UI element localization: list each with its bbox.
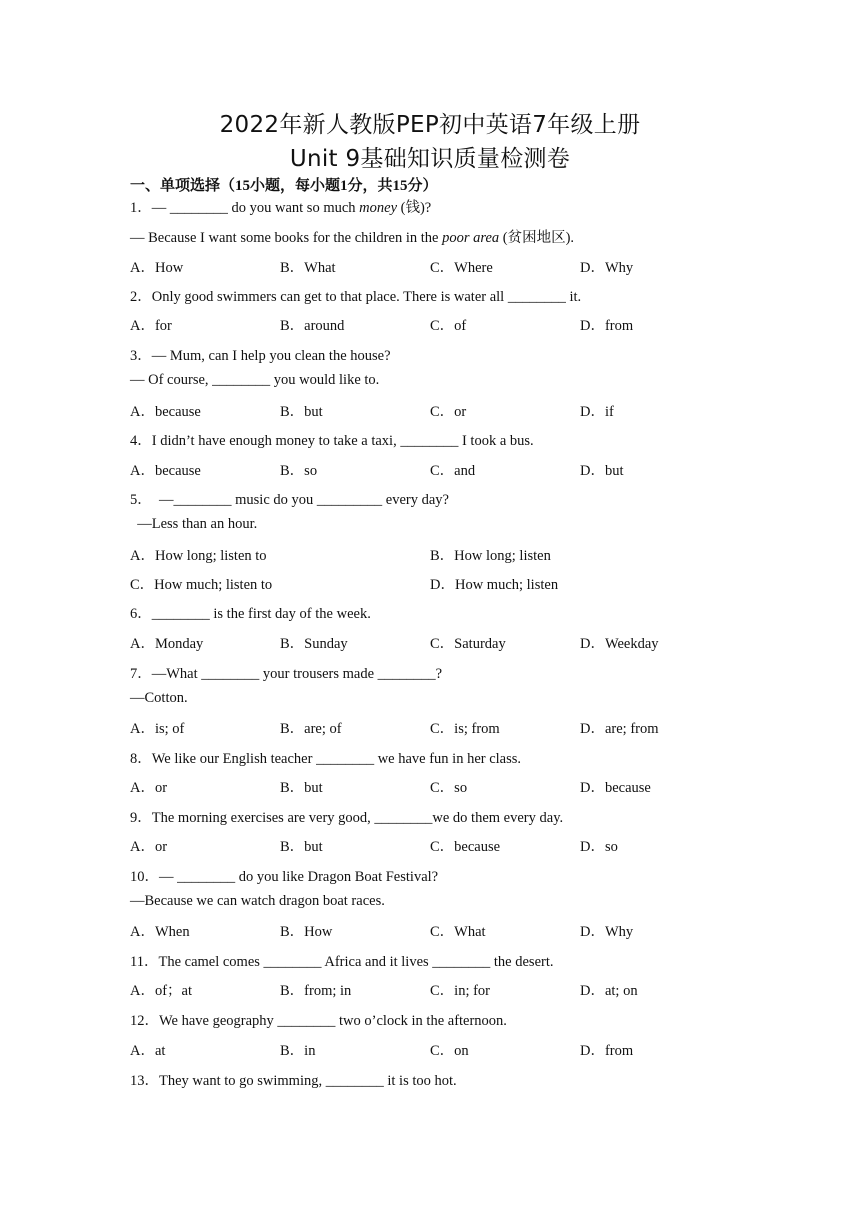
- option-d: D．but: [580, 463, 624, 479]
- question-stem: 10．— ________ do you like Dragon Boat Festival?: [130, 869, 439, 885]
- question-stem: 7．—What ________ your trousers made ________?: [130, 666, 443, 682]
- question-stem-line2: — Of course, ________ you would like to.: [130, 372, 380, 388]
- option-d: D．if: [580, 404, 614, 420]
- question-stem: 8．We like our English teacher ________ we have fun in her class.: [130, 751, 522, 767]
- option-d: D．How much; listen: [430, 577, 559, 593]
- option-b: B．but: [280, 780, 323, 796]
- question-stem: 9．The morning exercises are very good, ________we do them every day.: [130, 810, 564, 826]
- option-d: D．at; on: [580, 983, 638, 999]
- option-c: C．because: [430, 839, 501, 855]
- question-stem-line2: —Cotton.: [130, 690, 188, 706]
- option-b: B．in: [280, 1043, 316, 1059]
- option-a: A．of；at: [130, 983, 193, 999]
- question-stem-line2: — Because I want some books for the children in the poor area (贫困地区).: [130, 230, 575, 246]
- option-b: B．How long; listen: [430, 548, 551, 564]
- question-stem: 4．I didn’t have enough money to take a taxi, ________ I took a bus.: [130, 433, 534, 449]
- option-b: B．are; of: [280, 721, 342, 737]
- option-d: D．so: [580, 839, 618, 855]
- section-heading: 一、单项选择（15小题，每小题1分，共15分）: [130, 178, 438, 194]
- option-b: B．How: [280, 924, 333, 940]
- option-d: D．from: [580, 318, 634, 334]
- option-d: D．Why: [580, 260, 634, 276]
- option-a: A．Monday: [130, 636, 204, 652]
- option-c: C．Where: [430, 260, 493, 276]
- option-d: D．Why: [580, 924, 634, 940]
- option-c: C．How much; listen to: [130, 577, 273, 593]
- option-c: C．on: [430, 1043, 469, 1059]
- option-a: A．When: [130, 924, 190, 940]
- option-b: B．from; in: [280, 983, 352, 999]
- option-a: A．is; of: [130, 721, 185, 737]
- question-stem: 11．The camel comes ________ Africa and it lives ________ the desert.: [130, 954, 554, 970]
- option-b: B．Sunday: [280, 636, 348, 652]
- option-a: A．or: [130, 780, 168, 796]
- option-d: D．because: [580, 780, 651, 796]
- option-c: C．so: [430, 780, 468, 796]
- option-d: D．from: [580, 1043, 634, 1059]
- question-stem: 2．Only good swimmers can get to that place. There is water all ________ it.: [130, 289, 582, 305]
- document-subtitle: Unit 9基础知识质量检测卷: [289, 146, 571, 172]
- option-b: B．but: [280, 839, 323, 855]
- question-stem: 1．— ________ do you want so much money (钱)?: [130, 200, 432, 216]
- option-a: A．How: [130, 260, 184, 276]
- option-a: A．at: [130, 1043, 166, 1059]
- option-d: D．Weekday: [580, 636, 659, 652]
- option-c: C．in; for: [430, 983, 491, 999]
- option-a: A．because: [130, 463, 201, 479]
- option-b: B．so: [280, 463, 318, 479]
- question-stem-line2: —Because we can watch dragon boat races.: [130, 893, 385, 909]
- option-a: A．for: [130, 318, 172, 334]
- question-stem-line2: —Less than an hour.: [130, 516, 258, 532]
- option-a: A．How long; listen to: [130, 548, 267, 564]
- question-stem: 3．— Mum, can I help you clean the house?: [130, 348, 391, 364]
- option-c: C．Saturday: [430, 636, 506, 652]
- question-stem: 6．________ is the first day of the week.: [130, 606, 371, 622]
- option-c: C．of: [430, 318, 467, 334]
- option-d: D．are; from: [580, 721, 659, 737]
- question-stem: 12．We have geography ________ two o’clock in the afternoon.: [130, 1013, 507, 1029]
- option-c: C．is; from: [430, 721, 500, 737]
- question-stem: 13．They want to go swimming, ________ it is too hot.: [130, 1073, 457, 1089]
- option-c: C．and: [430, 463, 476, 479]
- option-a: A．because: [130, 404, 201, 420]
- option-b: B．What: [280, 260, 336, 276]
- question-stem: 5． —________ music do you _________ every day?: [130, 492, 449, 508]
- document-title: 2022年新人教版PEP初中英语7年级上册: [219, 112, 641, 138]
- option-c: C．What: [430, 924, 486, 940]
- option-b: B．around: [280, 318, 345, 334]
- option-b: B．but: [280, 404, 323, 420]
- option-c: C．or: [430, 404, 467, 420]
- option-a: A．or: [130, 839, 168, 855]
